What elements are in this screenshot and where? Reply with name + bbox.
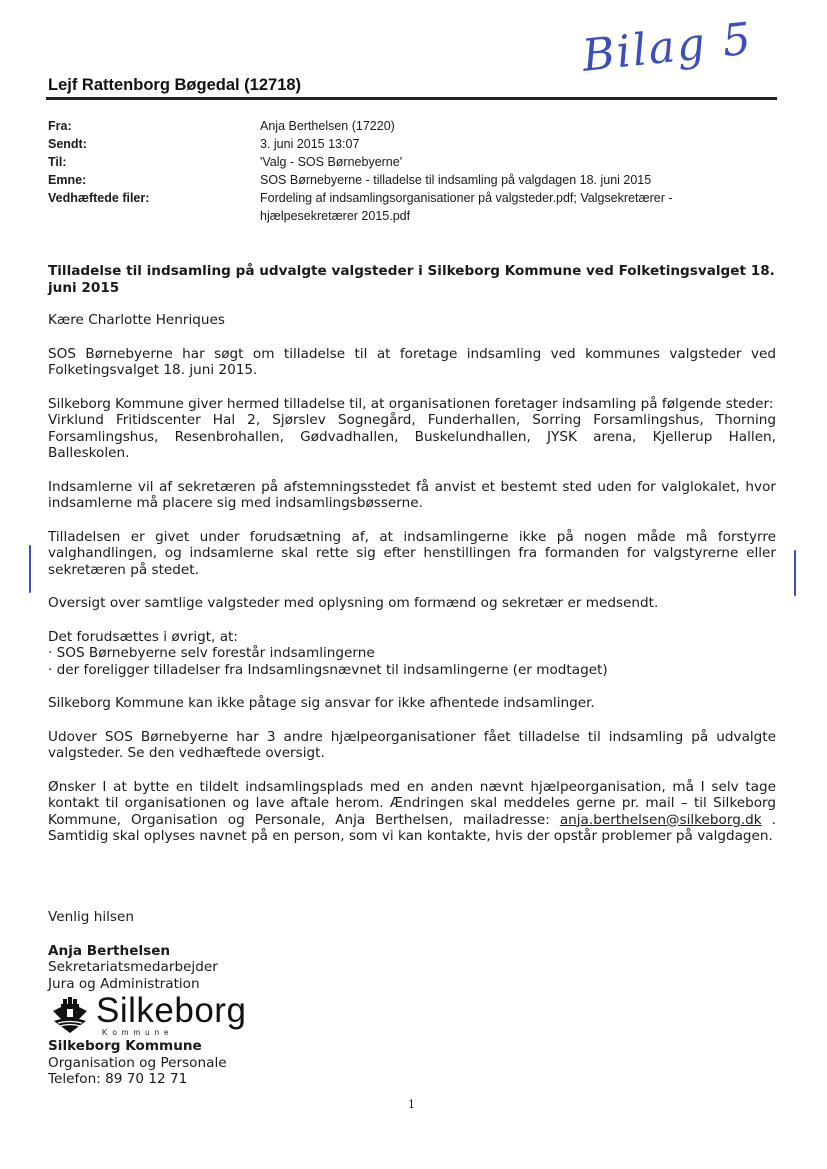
header-value-attachments: Fordeling af indsamlingsorganisationer på valgsteder.pdf; Valgsekretærer - hjælpesekretærer 2015.pdf [260, 191, 673, 223]
paragraph: Silkeborg Kommune giver hermed tilladelse til, at organisationen foretager indsamling på følgende steder: [48, 395, 774, 412]
paragraph: Udover SOS Børnebyerne har 3 andre hjælpeorganisationer fået tilladelse til indsamling på udvalgte valgsteder. Se den vedhæftede oversigt. [48, 728, 776, 761]
email-link[interactable]: anja.berthelsen@silkeborg.dk [559, 811, 762, 828]
header-row-attachments [48, 189, 778, 225]
margin-mark-left [29, 545, 31, 593]
mailbox-owner-name: Lejf Rattenborg Bøgedal (12718) [48, 76, 302, 94]
header-rule [46, 97, 777, 100]
paragraph: SOS Børnebyerne har søgt om tilladelse til at foretage indsamling ved kommunes valgsteder ved Folketingsvalget 18. juni 2015. [48, 345, 776, 378]
phone-number: Telefon: 89 70 12 71 [48, 1071, 188, 1087]
margin-mark-right [794, 550, 796, 596]
logo-subtitle: Kommune [102, 1027, 174, 1037]
header-label: Emne: [48, 173, 87, 187]
header-label: Sendt: [48, 137, 87, 151]
paragraph: Silkeborg Kommune kan ikke påtage sig ansvar for ikke afhentede indsamlinger. [48, 695, 595, 711]
organisation-name: Silkeborg Kommune [48, 1038, 202, 1054]
contact-text-end: . Samtidig skal oplyses navnet på en person, som vi kan kontakte, hvis der opstår problemer på valgdagen. [48, 811, 776, 844]
paragraph: Indsamlerne vil af sekretæren på afstemningsstedet få anvist et bestemt sted uden for valglokalet, hvor indsamlerne må placere sig med indsamlingsbøsserne. [48, 478, 776, 511]
header-label: Til: [48, 155, 67, 169]
header-row-from [48, 117, 778, 135]
header-value-from: Anja Berthelsen (17220) [260, 119, 395, 133]
header-value-to: 'Valg - SOS Børnebyerne' [260, 155, 403, 169]
signer-department: Jura og Administration [48, 975, 200, 992]
silkeborg-logo [50, 990, 448, 1037]
condition-item: · der foreligger tilladelser fra Indsamlingsnævnet til indsamlingerne (er modtaget) [48, 661, 608, 678]
paragraph: Oversigt over samtlige valgsteder med oplysning om formænd og sekretær er medsendt. [48, 595, 659, 611]
header-row-sent [48, 135, 778, 153]
header-row-subject [48, 171, 778, 189]
header-label: Fra: [48, 119, 72, 133]
contact-text: Ønsker I at bytte en tildelt indsamlingsplads med en anden nævnt hjælpeorganisation, må I selv tage kontakt til organisationen og lave aftale herom. Ændringen skal meddeles gerne pr. mail – til Silkeborg Kommune, Organisation og Personale, Anja Berthelsen, mailadresse: [48, 778, 776, 828]
page-number: 1 [408, 1098, 415, 1111]
signer-name: Anja Berthelsen [48, 942, 171, 959]
paragraph-marked: Tilladelsen er givet under forudsætning af, at indsamlingerne ikke på nogen måde må forstyrre valghandlingen, og indsamlerne skal rette sig efter henstillingen fra formanden for valgstyrerne eller sekretæren på stedet. [48, 528, 776, 578]
paragraph-contact [48, 779, 776, 845]
condition-item: · SOS Børnebyerne selv forestår indsamlingerne [48, 645, 375, 661]
closing: Venlig hilsen [48, 909, 134, 925]
letter-body [48, 312, 776, 845]
header-value-sent: 3. juni 2015 13:07 [260, 137, 360, 151]
greeting: Kære Charlotte Henriques [48, 312, 225, 328]
header-row-to [48, 153, 778, 171]
logo-wordmark: Silkeborg [96, 990, 247, 1030]
places-list: Virklund Fritidscenter Hal 2, Sjørslev Sognegård, Funderhallen, Sorring Forsamlingshus, Thorning Forsamlingshus, Resenbrohallen, Gødvadhallen, Buskelundhallen, JYSK arena, Kjellerup Hallen, Balleskolen. [48, 412, 776, 461]
header-value-subject: SOS Børnebyerne - tilladelse til indsamling på valgdagen 18. juni 2015 [260, 173, 652, 187]
handwritten-annotation: Bilag 5 [579, 13, 756, 82]
signer-title: Sekretariatsmedarbejder [48, 959, 218, 975]
organisation-unit: Organisation og Personale [48, 1054, 227, 1071]
conditions-intro: Det forudsættes i øvrigt, at: [48, 628, 238, 645]
coat-of-arms-icon [50, 995, 90, 1035]
email-header [48, 117, 778, 225]
header-label: Vedhæftede filer: [48, 191, 150, 205]
signature-block [48, 909, 448, 1088]
letter-subject: Tilladelse til indsamling på udvalgte valgsteder i Silkeborg Kommune ved Folketingsvalget 18. juni 2015 [48, 263, 775, 296]
